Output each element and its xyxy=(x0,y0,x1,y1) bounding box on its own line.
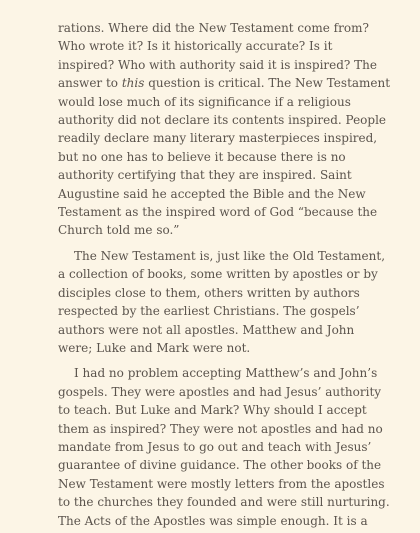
text-line: Testament as the inspired word of God “because the xyxy=(58,205,378,220)
text-line: a collection of books, some written by apostles or by xyxy=(58,267,378,282)
text-line: mandate from Jesus to go out and teach with Jesus’ xyxy=(58,439,372,454)
paragraph-3 xyxy=(58,364,390,530)
text-line: I had no problem accepting Matthew’s and John’s xyxy=(74,366,378,381)
text-line: authority did not declare its contents inspired. People xyxy=(58,113,387,128)
text-line: Augustine said he accepted the Bible and the New xyxy=(58,186,366,201)
text-line: Church told me so.” xyxy=(58,223,180,238)
text-line: authority certifying that they are inspired. Saint xyxy=(58,168,352,183)
text-line-with-emphasis xyxy=(58,74,391,92)
text-line: respected by the earliest Christians. The gospels’ xyxy=(58,304,360,319)
text-line: Who wrote it? Is it historically accurate? Is it xyxy=(58,39,333,54)
text-line: The Acts of the Apostles was simple enough. It is a xyxy=(58,513,368,528)
text-line: answer to this question is critical. The New Testament xyxy=(58,76,391,91)
text-line: would lose much of its significance if a religious xyxy=(58,94,351,109)
paragraph-1 xyxy=(58,19,391,240)
text-line: them as inspired? They were not apostles and had no xyxy=(58,421,383,436)
text-line: authors were not all apostles. Matthew and John xyxy=(58,322,355,337)
paragraph-2 xyxy=(58,247,386,357)
text-line: to teach. But Luke and Mark? Why should I accept xyxy=(58,403,367,418)
text-line: to the churches they founded and were still nurturing. xyxy=(58,495,390,510)
text-line: disciples close to them, others written by authors xyxy=(58,285,360,300)
text-line: The New Testament is, just like the Old Testament, xyxy=(74,248,386,263)
text-line: New Testament were mostly letters from the apostles xyxy=(58,476,385,491)
text-line: but no one has to believe it because there is no xyxy=(58,149,346,164)
text-line: rations. Where did the New Testament come from? xyxy=(58,21,369,35)
text-line: were; Luke and Mark were not. xyxy=(58,340,251,355)
text-line: inspired? Who with authority said it is inspired? The xyxy=(58,57,378,72)
text-line: guarantee of divine guidance. The other books of the xyxy=(58,458,382,473)
text-line: readily declare many literary masterpieces inspired, xyxy=(58,131,378,146)
text-line: gospels. They were apostles and had Jesus’ authority xyxy=(58,384,382,399)
